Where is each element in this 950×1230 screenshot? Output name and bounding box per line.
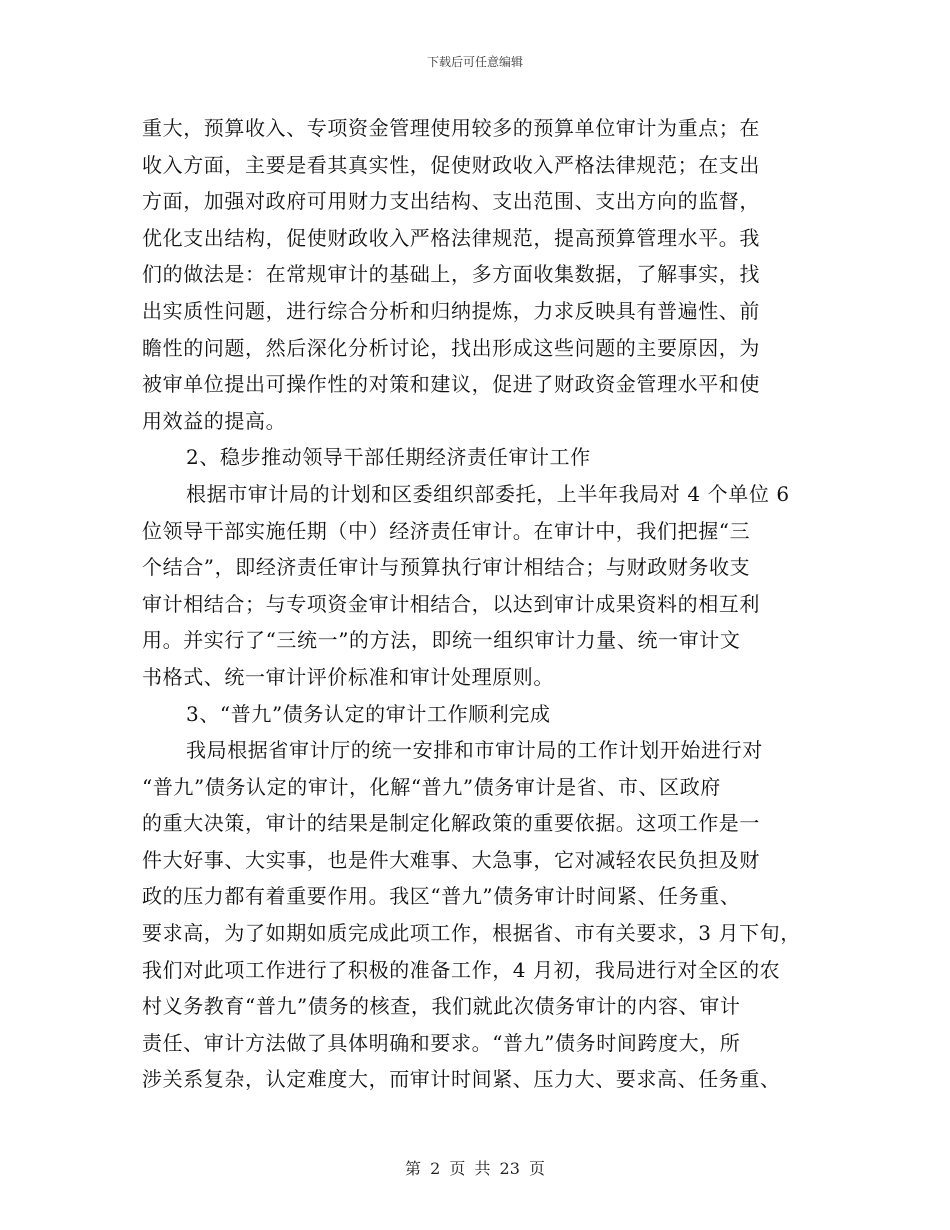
page-footer: 第 2 页 共 23 页 (405, 1159, 545, 1178)
text-line: 个结合”，即经济责任审计与预算执行审计相结合；与财政财务收支 (142, 555, 751, 580)
text-line: 件大好事、大实事，也是件大难事、大急事，它对减轻农民负担及财 (142, 847, 760, 872)
text-line: 村义务教育“普九”债务的核查，我们就此次债务审计的内容、审计 (142, 994, 741, 1019)
text-line: 我局根据省审计厅的统一安排和市审计局的工作计划开始进行对 (186, 738, 763, 763)
text-line: 收入方面，主要是看其真实性，促使财政收入严格法律规范；在支出 (142, 152, 760, 177)
text-line: 优化支出结构，促使财政收入严格法律规范，提高预算管理水平。我 (142, 225, 760, 250)
text-line: 们的做法是：在常规审计的基础上，多方面收集数据，了解事实，找 (142, 262, 760, 287)
text-line: 的重大决策，审计的结果是制定化解政策的重要依据。这项工作是一 (142, 811, 760, 836)
text-line: 书格式、统一审计评价标准和审计处理原则。 (142, 664, 554, 689)
text-line: 3、“普九”债务认定的审计工作顺利完成 (186, 701, 551, 726)
text-line: 瞻性的问题，然后深化分析讨论，找出形成这些问题的主要原因，为 (142, 335, 760, 360)
text-line: 根据市审计局的计划和区委组织部委托，上半年我局对 4 个单位 6 (186, 481, 790, 506)
text-line: 政的压力都有着重要作用。我区“普九”债务审计时间紧、任务重、 (142, 884, 741, 909)
text-line: 被审单位提出可操作性的对策和建议，促进了财政资金管理水平和使 (142, 372, 760, 397)
text-line: 位领导干部实施任期（中）经济责任审计。在审计中，我们把握“三 (142, 518, 751, 543)
text-line: “普九”债务认定的审计，化解“普九”债务审计是省、市、区政府 (142, 774, 721, 799)
text-line: 2、稳步推动领导干部任期经济责任审计工作 (186, 445, 591, 470)
text-line: 用。并实行了“三统一”的方法，即统一组织审计力量、统一审计文 (142, 628, 741, 653)
text-line: 用效益的提高。 (142, 408, 287, 433)
document-body (142, 110, 814, 1098)
text-line: 方面，加强对政府可用财力支出结构、支出范围、支出方向的监督， (142, 189, 760, 214)
text-line: 要求高，为了如期如质完成此项工作，根据省、市有关要求，3 月下旬， (142, 921, 801, 946)
text-line: 涉关系复杂，认定难度大，而审计时间紧、压力大、要求高、任务重、 (142, 1067, 781, 1092)
text-line: 审计相结合；与专项资金审计相结合，以达到审计成果资料的相互利 (142, 591, 760, 616)
page-header: 下载后可任意编辑 (426, 55, 523, 69)
text-line: 出实质性问题，进行综合分析和归纳提炼，力求反映具有普遍性、前 (142, 298, 760, 323)
text-line: 责任、审计方法做了具体明确和要求。“普九”债务时间跨度大，所 (142, 1030, 741, 1055)
text-line: 我们对此项工作进行了积极的准备工作，4 月初，我局进行对全区的农 (142, 957, 781, 982)
text-line: 重大，预算收入、专项资金管理使用较多的预算单位审计为重点；在 (142, 116, 760, 140)
